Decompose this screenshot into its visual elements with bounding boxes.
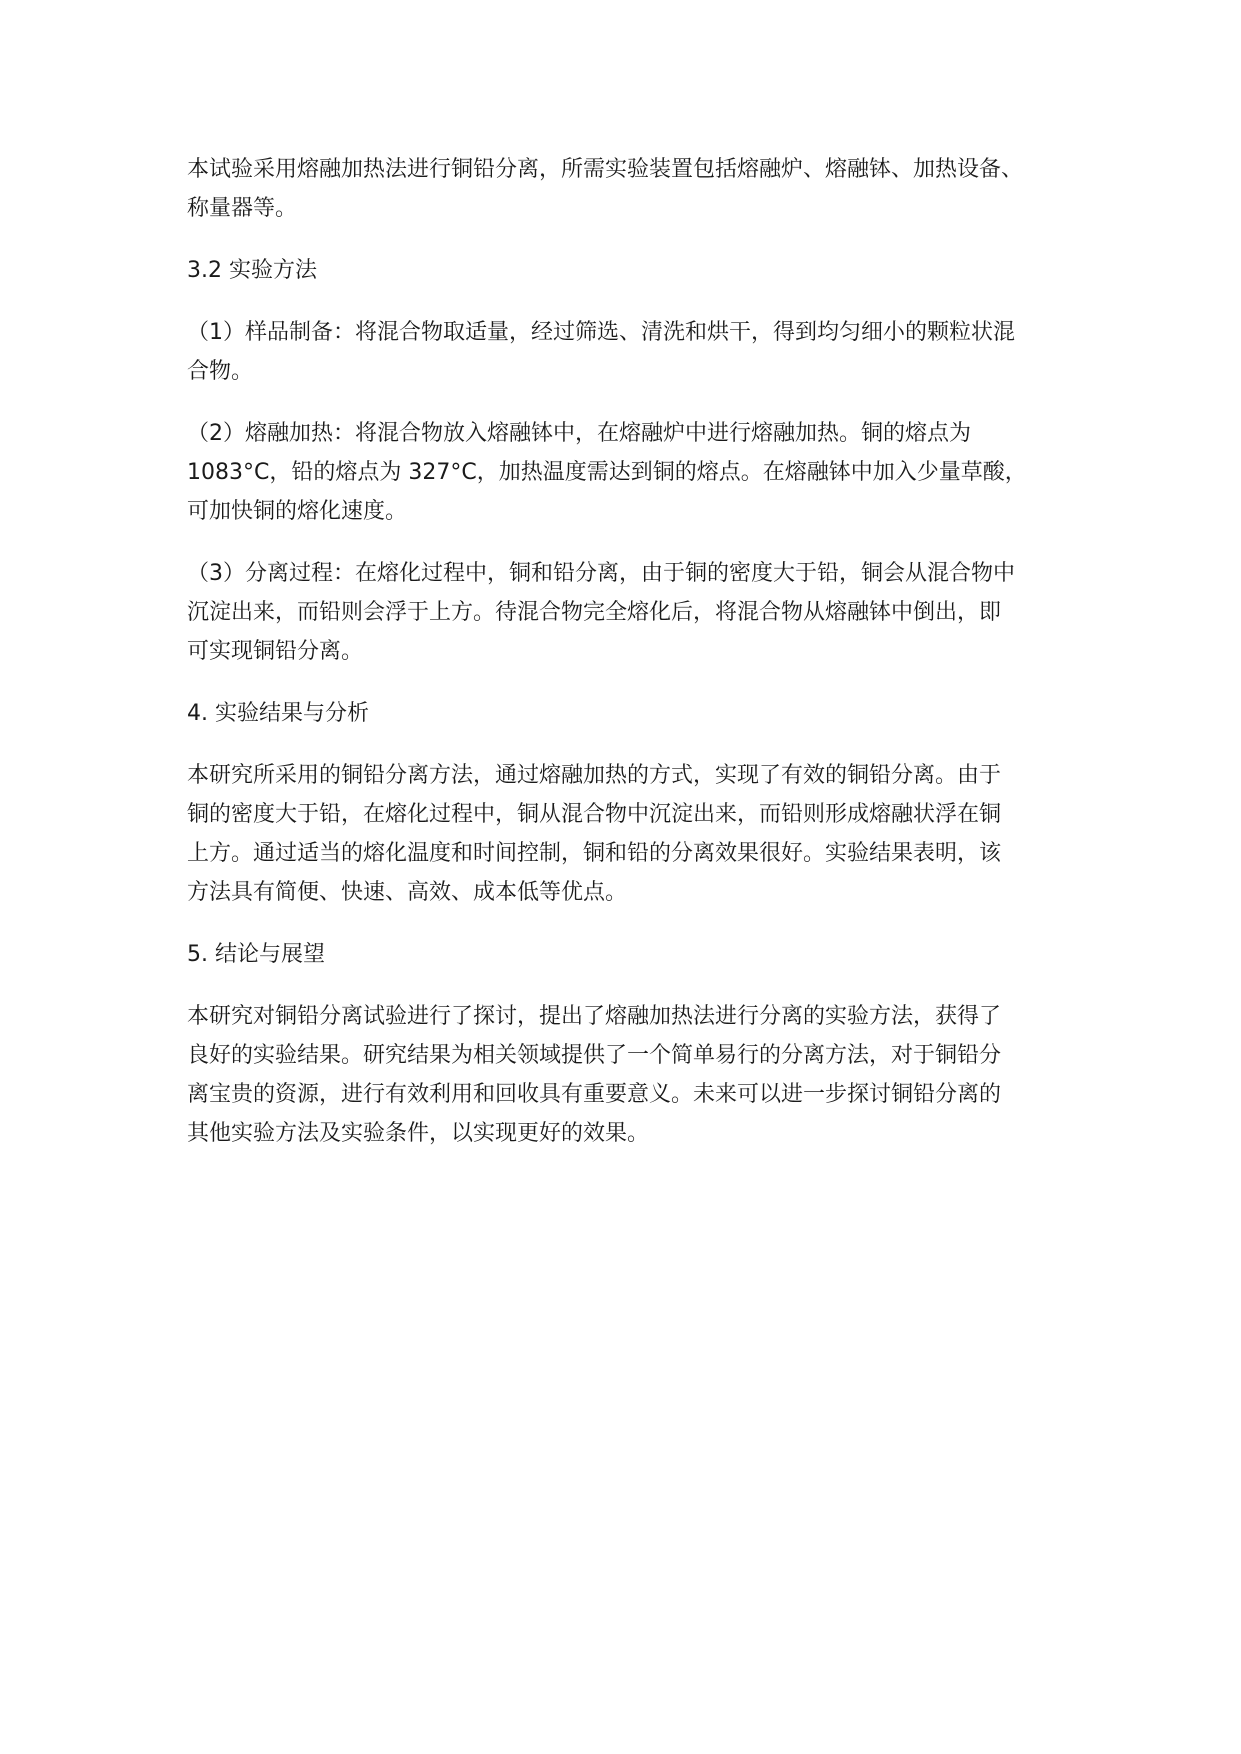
text-line: 良好的实验结果。研究结果为相关领域提供了一个简单易行的分离方法，对于铜铅分 [187, 1043, 1002, 1068]
text-line: 本研究所采用的铜铅分离方法，通过熔融加热的方式，实现了有效的铜铅分离。由于 [187, 763, 1002, 788]
text-line: （3）分离过程：在熔化过程中，铜和铅分离，由于铜的密度大于铅，铜会从混合物中 [187, 561, 1015, 586]
text-line: 本研究对铜铅分离试验进行了探讨，提出了熔融加热法进行分离的实验方法，获得了 [187, 1004, 1002, 1029]
text-line: 可实现铜铅分离。 [187, 639, 364, 664]
text-line: 其他实验方法及实验条件，以实现更好的效果。 [187, 1121, 650, 1146]
text-line: 本试验采用熔融加热法进行铜铅分离，所需实验装置包括熔融炉、熔融钵、加热设备、 [187, 157, 1024, 182]
paragraph-equipment [187, 150, 1067, 228]
text-line: 方法具有简便、快速、高效、成本低等优点。 [187, 880, 628, 905]
paragraph-results [187, 756, 1067, 912]
text-line: 离宝贵的资源，进行有效利用和回收具有重要意义。未来可以进一步探讨铜铅分离的 [187, 1082, 1002, 1107]
section-heading-4: 4. 实验结果与分析 [187, 701, 369, 726]
section-heading-3-2: 3.2 实验方法 [187, 258, 317, 283]
document-body [187, 150, 1067, 1153]
text-line: 沉淀出来，而铅则会浮于上方。待混合物完全熔化后，将混合物从熔融钵中倒出，即 [187, 600, 1002, 625]
text-line: 称量器等。 [187, 196, 298, 221]
text-line: （2）熔融加热：将混合物放入熔融钵中，在熔融炉中进行熔融加热。铜的熔点为 [187, 421, 971, 446]
paragraph-separation [187, 554, 1067, 671]
text-line: 上方。通过适当的熔化温度和时间控制，铜和铅的分离效果很好。实验结果表明，该 [187, 841, 1002, 866]
text-line: 1083°C，铅的熔点为 327°C，加热温度需达到铜的熔点。在熔融钵中加入少量草酸， [187, 460, 1027, 485]
text-line: 铜的密度大于铅，在熔化过程中，铜从混合物中沉淀出来，而铅则形成熔融状浮在铜 [187, 802, 1002, 827]
paragraph-sample-prep [187, 313, 1067, 391]
paragraph-melting [187, 414, 1067, 531]
text-line: 合物。 [187, 359, 254, 384]
text-line: 可加快铜的熔化速度。 [187, 499, 408, 524]
section-heading-5: 5. 结论与展望 [187, 942, 325, 967]
text-line: （1）样品制备：将混合物取适量，经过筛选、清洗和烘干，得到均匀细小的颗粒状混 [187, 320, 1015, 345]
paragraph-conclusion [187, 997, 1067, 1153]
